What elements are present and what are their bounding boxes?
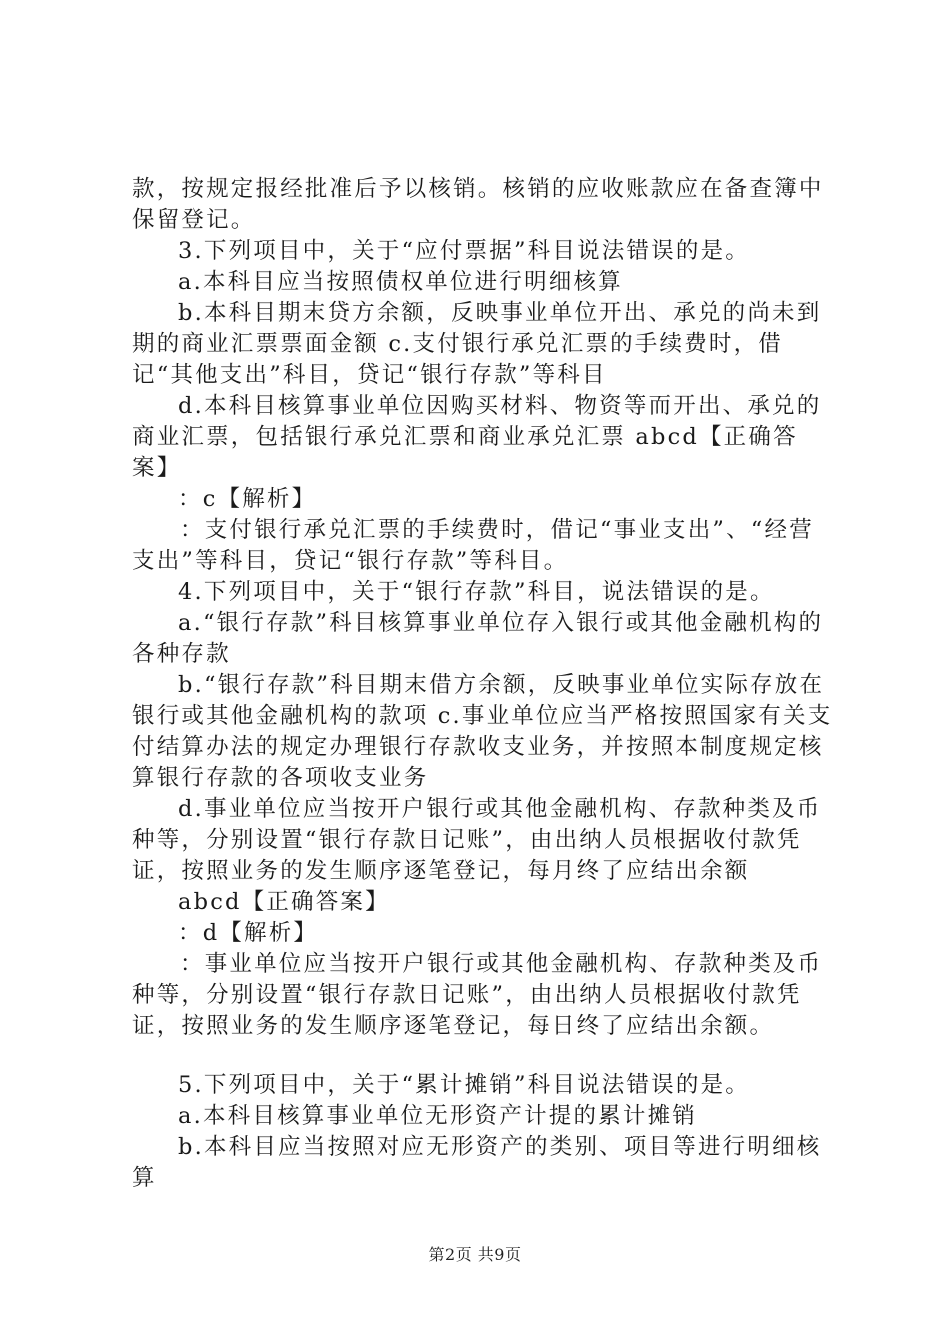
page-footer: 第2页 共9页 (428, 1245, 522, 1264)
question-3-explanation: ：支付银行承兑汇票的手续费时，借记“事业支出”、“经营支出”等科目，贷记“银行存款”等科目。 (132, 517, 814, 574)
question-4-correct-label: abcd【正确答案】 (178, 889, 390, 915)
question-3-option-d: d.本科目核算事业单位因购买材料、物资等而开出、承兑的商业汇票，包括银行承兑汇票和商业承兑汇票 abcd【正确答案】 (132, 393, 822, 481)
question-4-answer: ：d【解析】 (178, 920, 319, 946)
question-3-answer: ：c【解析】 (178, 486, 317, 512)
question-4-option-b-c: b.“银行存款”科目期末借方余额，反映事业单位实际存放在银行或其他金融机构的款项 c.事业单位应当严格按照国家有关支付结算办法的规定办理银行存款收支业务，并按照本制度规定核算银行存款的各项收支业务 (132, 672, 833, 791)
question-4: 4.下列项目中，关于“银行存款”科目，说法错误的是。 (178, 579, 775, 605)
question-3: 3.下列项目中，关于“应付票据”科目说法错误的是。 (178, 238, 750, 264)
document-body (132, 174, 834, 1194)
question-4-option-a: a.“银行存款”科目核算事业单位存入银行或其他金融机构的各种存款 (132, 610, 824, 667)
question-4-option-d: d.事业单位应当按开户银行或其他金融机构、存款种类及币种等，分别设置“银行存款日记账”，由出纳人员根据收付款凭证，按照业务的发生顺序逐笔登记，每月终了应结出余额 (132, 796, 822, 884)
question-4-explanation: ：事业单位应当按开户银行或其他金融机构、存款种类及币种等，分别设置“银行存款日记账”，由出纳人员根据收付款凭证，按照业务的发生顺序逐笔登记，每日终了应结出余额。 (132, 951, 823, 1039)
paragraph-spacer (132, 1042, 834, 1070)
question-3-option-b-c: b.本科目期末贷方余额，反映事业单位开出、承兑的尚未到期的商业汇票票面金额 c.支付银行承兑汇票的手续费时，借记“其他支出”科目，贷记“银行存款”等科目 (132, 300, 822, 388)
question-5: 5.下列项目中，关于“累计摊销”科目说法错误的是。 (178, 1072, 750, 1098)
question-5-option-a: a.本科目核算事业单位无形资产计提的累计摊销 (178, 1103, 697, 1129)
paragraph-continuation: 款，按规定报经批准后予以核销。核销的应收账款应在备查簿中保留登记。 (132, 176, 824, 233)
question-5-option-b: b.本科目应当按照对应无形资产的类别、项目等进行明细核算 (132, 1134, 822, 1191)
question-3-option-a: a.本科目应当按照债权单位进行明细核算 (178, 269, 623, 295)
